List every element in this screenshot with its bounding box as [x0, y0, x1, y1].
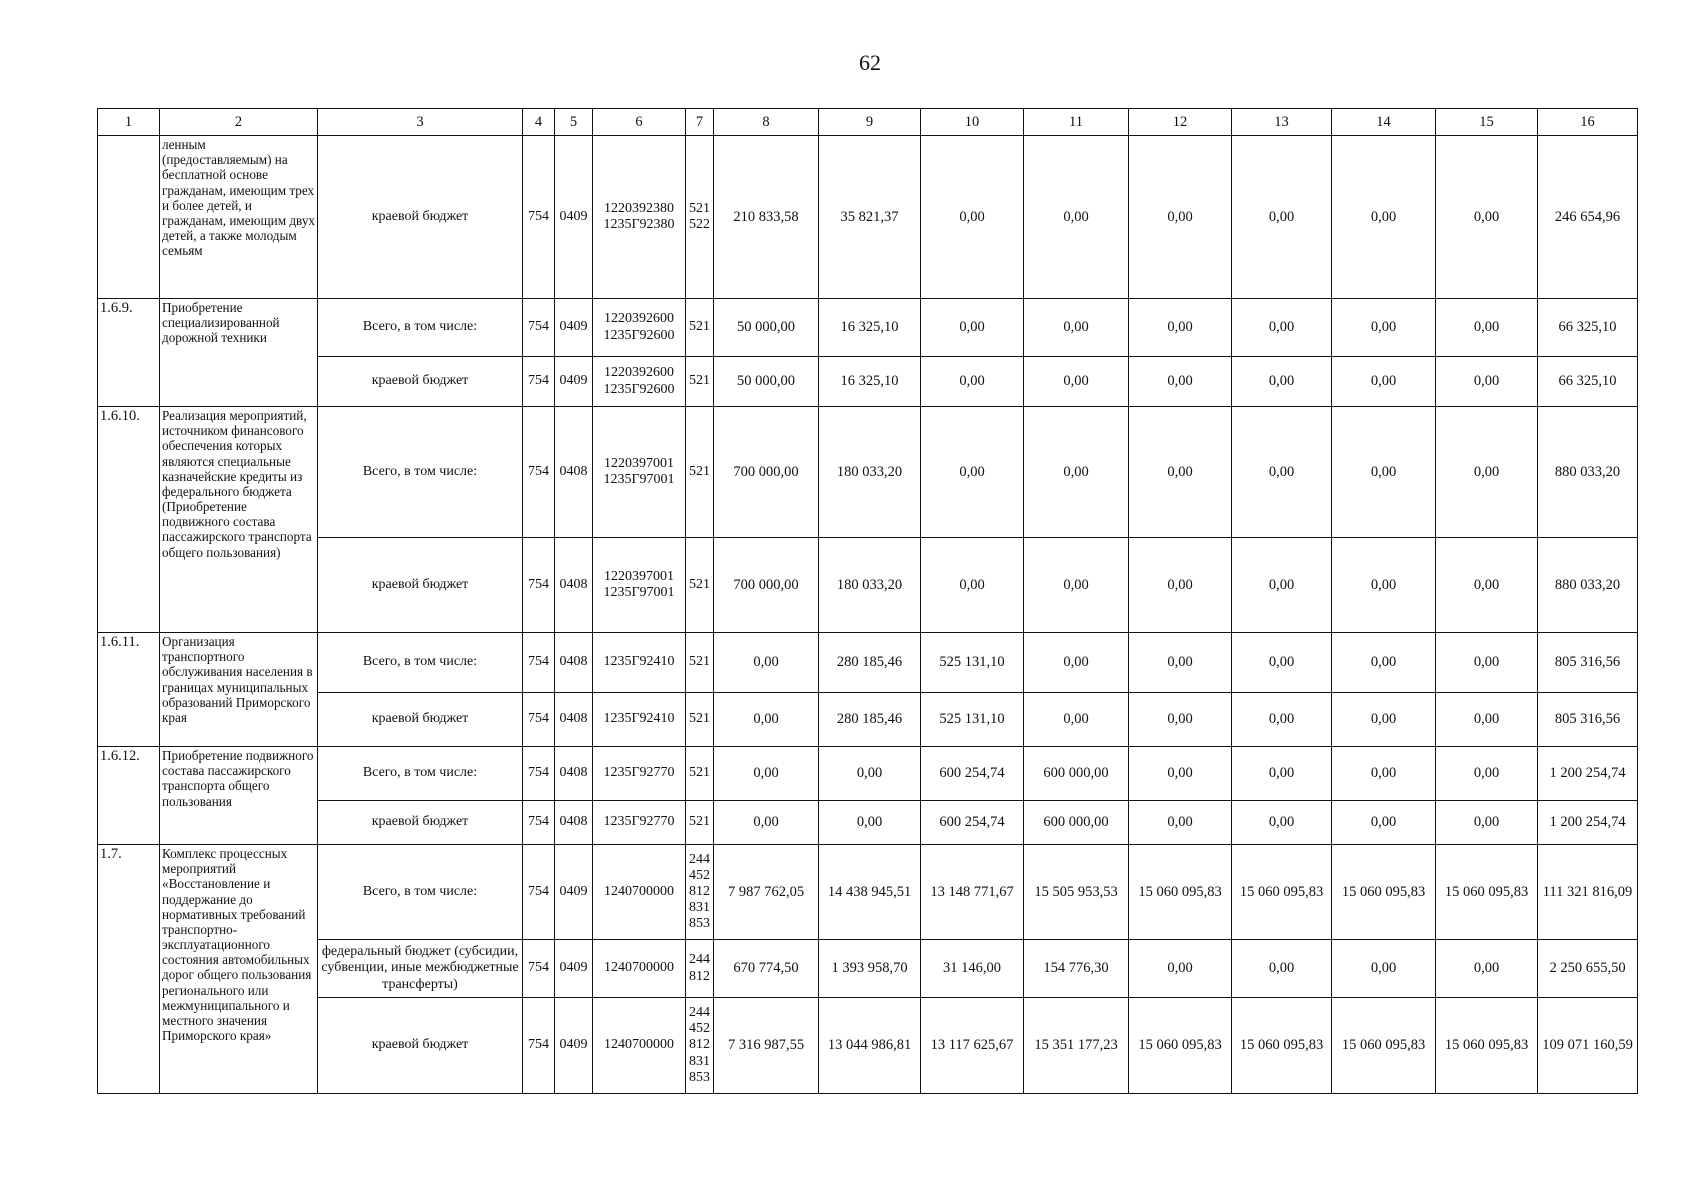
header-cell: 3	[318, 109, 523, 136]
gov-code: 754	[523, 633, 555, 693]
amount-cell: 66 325,10	[1538, 357, 1638, 407]
row-number: 1.6.11.	[98, 633, 160, 747]
header-cell: 11	[1024, 109, 1129, 136]
table-row	[98, 747, 1638, 801]
amount-cell: 66 325,10	[1538, 299, 1638, 357]
table-row	[98, 693, 1638, 747]
measure-name: Приобретение подвижного состава пассажирского транспорта общего пользования	[160, 747, 318, 845]
amount-cell: 880 033,20	[1538, 407, 1638, 538]
amount-cell: 31 146,00	[921, 940, 1024, 998]
amount-cell: 880 033,20	[1538, 538, 1638, 633]
table-row	[98, 136, 1638, 299]
amount-cell: 280 185,46	[819, 693, 921, 747]
amount-cell: 2 250 655,50	[1538, 940, 1638, 998]
amount-cell: 15 060 095,83	[1332, 998, 1436, 1094]
amount-cell: 15 060 095,83	[1436, 845, 1538, 940]
amount-cell: 600 254,74	[921, 801, 1024, 845]
amount-cell: 154 776,30	[1024, 940, 1129, 998]
amount-cell: 0,00	[1332, 407, 1436, 538]
funding-source: краевой бюджет	[318, 357, 523, 407]
header-cell: 12	[1129, 109, 1232, 136]
amount-cell: 0,00	[1232, 136, 1332, 299]
gov-code: 754	[523, 357, 555, 407]
target-article: 1235Г92770	[593, 801, 686, 845]
amount-cell: 0,00	[1129, 299, 1232, 357]
target-article: 1240700000	[593, 998, 686, 1094]
section-code: 0409	[555, 357, 593, 407]
funding-source: Всего, в том числе:	[318, 299, 523, 357]
amount-cell: 0,00	[1024, 136, 1129, 299]
table-row	[98, 801, 1638, 845]
amount-cell: 0,00	[921, 538, 1024, 633]
header-cell: 1	[98, 109, 160, 136]
expense-type: 521 522	[686, 136, 714, 299]
target-article: 1240700000	[593, 845, 686, 940]
target-article: 1240700000	[593, 940, 686, 998]
amount-cell: 0,00	[1129, 633, 1232, 693]
table-row	[98, 998, 1638, 1094]
row-number: 1.7.	[98, 845, 160, 1094]
target-article: 1220397001 1235Г97001	[593, 538, 686, 633]
amount-cell: 0,00	[921, 357, 1024, 407]
expense-type: 521	[686, 747, 714, 801]
section-code: 0408	[555, 407, 593, 538]
table-row	[98, 299, 1638, 357]
amount-cell: 0,00	[1332, 693, 1436, 747]
row-number: 1.6.9.	[98, 299, 160, 407]
amount-cell: 0,00	[1436, 801, 1538, 845]
amount-cell: 0,00	[1436, 747, 1538, 801]
amount-cell: 0,00	[1024, 407, 1129, 538]
gov-code: 754	[523, 407, 555, 538]
expense-type: 521	[686, 407, 714, 538]
amount-cell: 13 044 986,81	[819, 998, 921, 1094]
gov-code: 754	[523, 693, 555, 747]
expense-type: 521	[686, 633, 714, 693]
amount-cell: 1 200 254,74	[1538, 801, 1638, 845]
amount-cell: 0,00	[1129, 747, 1232, 801]
measure-name: Комплекс процессных мероприятий «Восстановление и поддержание до нормативных требований транспортно-эксплуатационного состояния автомобильных дорог общего пользования регионального или межмуниципального и местного значения Приморского края»	[160, 845, 318, 1094]
amount-cell: 0,00	[1232, 747, 1332, 801]
amount-cell: 1 393 958,70	[819, 940, 921, 998]
amount-cell: 0,00	[1436, 299, 1538, 357]
header-cell: 4	[523, 109, 555, 136]
amount-cell: 0,00	[1332, 940, 1436, 998]
section-code: 0409	[555, 136, 593, 299]
header-cell: 9	[819, 109, 921, 136]
amount-cell: 15 060 095,83	[1232, 998, 1332, 1094]
section-code: 0408	[555, 693, 593, 747]
amount-cell: 15 060 095,83	[1332, 845, 1436, 940]
amount-cell: 0,00	[714, 693, 819, 747]
amount-cell: 0,00	[1436, 407, 1538, 538]
target-article: 1235Г92410	[593, 633, 686, 693]
amount-cell: 15 060 095,83	[1129, 845, 1232, 940]
amount-cell: 670 774,50	[714, 940, 819, 998]
section-code: 0409	[555, 998, 593, 1094]
table-row	[98, 407, 1638, 538]
amount-cell: 0,00	[1332, 633, 1436, 693]
amount-cell: 0,00	[1332, 801, 1436, 845]
amount-cell: 0,00	[1232, 693, 1332, 747]
amount-cell: 0,00	[1436, 693, 1538, 747]
amount-cell: 805 316,56	[1538, 693, 1638, 747]
amount-cell: 0,00	[1129, 538, 1232, 633]
amount-cell: 700 000,00	[714, 538, 819, 633]
section-code: 0409	[555, 845, 593, 940]
funding-source: Всего, в том числе:	[318, 747, 523, 801]
amount-cell: 35 821,37	[819, 136, 921, 299]
amount-cell: 0,00	[1436, 633, 1538, 693]
funding-source: краевой бюджет	[318, 801, 523, 845]
funding-source: краевой бюджет	[318, 538, 523, 633]
row-number: 1.6.10.	[98, 407, 160, 633]
amount-cell: 0,00	[921, 299, 1024, 357]
gov-code: 754	[523, 940, 555, 998]
amount-cell: 50 000,00	[714, 357, 819, 407]
amount-cell: 15 060 095,83	[1436, 998, 1538, 1094]
header-cell: 8	[714, 109, 819, 136]
section-code: 0408	[555, 633, 593, 693]
target-article: 1235Г92410	[593, 693, 686, 747]
table-row	[98, 633, 1638, 693]
amount-cell: 13 148 771,67	[921, 845, 1024, 940]
gov-code: 754	[523, 299, 555, 357]
amount-cell: 16 325,10	[819, 299, 921, 357]
amount-cell: 0,00	[1129, 940, 1232, 998]
amount-cell: 13 117 625,67	[921, 998, 1024, 1094]
amount-cell: 0,00	[1436, 136, 1538, 299]
amount-cell: 0,00	[714, 747, 819, 801]
row-number: 1.6.12.	[98, 747, 160, 845]
amount-cell: 0,00	[819, 801, 921, 845]
amount-cell: 14 438 945,51	[819, 845, 921, 940]
target-article: 1220392380 1235Г92380	[593, 136, 686, 299]
measure-name: ленным (предоставляемым) на бесплатной основе гражданам, имеющим трех и более детей, и гражданам, имеющим двух детей, а также молодым семьям	[160, 136, 318, 299]
amount-cell: 0,00	[1436, 940, 1538, 998]
funding-source: Всего, в том числе:	[318, 845, 523, 940]
section-code: 0409	[555, 299, 593, 357]
row-number	[98, 136, 160, 299]
table-row	[98, 357, 1638, 407]
header-cell: 16	[1538, 109, 1638, 136]
expense-type: 521	[686, 299, 714, 357]
section-code: 0408	[555, 747, 593, 801]
target-article: 1220392600 1235Г92600	[593, 299, 686, 357]
amount-cell: 525 131,10	[921, 633, 1024, 693]
funding-source: краевой бюджет	[318, 998, 523, 1094]
gov-code: 754	[523, 747, 555, 801]
amount-cell: 111 321 816,09	[1538, 845, 1638, 940]
amount-cell: 0,00	[921, 136, 1024, 299]
amount-cell: 0,00	[1332, 747, 1436, 801]
header-cell: 6	[593, 109, 686, 136]
amount-cell: 246 654,96	[1538, 136, 1638, 299]
amount-cell: 7 987 762,05	[714, 845, 819, 940]
amount-cell: 0,00	[1332, 357, 1436, 407]
measure-name: Приобретение специализированной дорожной техники	[160, 299, 318, 407]
amount-cell: 0,00	[1332, 136, 1436, 299]
amount-cell: 1 200 254,74	[1538, 747, 1638, 801]
amount-cell: 600 000,00	[1024, 747, 1129, 801]
funding-source: краевой бюджет	[318, 693, 523, 747]
amount-cell: 0,00	[1024, 357, 1129, 407]
amount-cell: 15 060 095,83	[1232, 845, 1332, 940]
expense-type: 244 452 812 831 853	[686, 845, 714, 940]
amount-cell: 0,00	[1232, 940, 1332, 998]
expense-type: 521	[686, 693, 714, 747]
funding-source: Всего, в том числе:	[318, 407, 523, 538]
funding-source: краевой бюджет	[318, 136, 523, 299]
expense-type: 244 452 812 831 853	[686, 998, 714, 1094]
amount-cell: 600 254,74	[921, 747, 1024, 801]
gov-code: 754	[523, 136, 555, 299]
table-row	[98, 845, 1638, 940]
amount-cell: 0,00	[1024, 538, 1129, 633]
target-article: 1235Г92770	[593, 747, 686, 801]
gov-code: 754	[523, 845, 555, 940]
amount-cell: 0,00	[1232, 357, 1332, 407]
target-article: 1220392600 1235Г92600	[593, 357, 686, 407]
header-cell: 15	[1436, 109, 1538, 136]
measure-name: Организация транспортного обслуживания населения в границах муниципальных образований Приморского края	[160, 633, 318, 747]
amount-cell: 0,00	[921, 407, 1024, 538]
amount-cell: 600 000,00	[1024, 801, 1129, 845]
amount-cell: 0,00	[1232, 633, 1332, 693]
funding-source: Всего, в том числе:	[318, 633, 523, 693]
amount-cell: 0,00	[1436, 357, 1538, 407]
gov-code: 754	[523, 538, 555, 633]
amount-cell: 525 131,10	[921, 693, 1024, 747]
amount-cell: 0,00	[1129, 357, 1232, 407]
amount-cell: 16 325,10	[819, 357, 921, 407]
gov-code: 754	[523, 998, 555, 1094]
header-cell: 10	[921, 109, 1024, 136]
header-row	[98, 109, 1638, 136]
header-cell: 14	[1332, 109, 1436, 136]
expense-type: 521	[686, 801, 714, 845]
header-cell: 13	[1232, 109, 1332, 136]
expense-type: 521	[686, 357, 714, 407]
section-code: 0409	[555, 940, 593, 998]
amount-cell: 15 505 953,53	[1024, 845, 1129, 940]
amount-cell: 0,00	[1129, 801, 1232, 845]
amount-cell: 7 316 987,55	[714, 998, 819, 1094]
measure-name: Реализация мероприятий, источником финансового обеспечения которых являются специальные казначейские кредиты из федерального бюджета (Приобретение подвижного состава пассажирского транспорта общего пользования)	[160, 407, 318, 633]
amount-cell: 0,00	[1024, 633, 1129, 693]
amount-cell: 0,00	[819, 747, 921, 801]
amount-cell: 180 033,20	[819, 538, 921, 633]
gov-code: 754	[523, 801, 555, 845]
amount-cell: 0,00	[1436, 538, 1538, 633]
amount-cell: 0,00	[714, 633, 819, 693]
amount-cell: 50 000,00	[714, 299, 819, 357]
header-cell: 5	[555, 109, 593, 136]
amount-cell: 0,00	[1232, 299, 1332, 357]
amount-cell: 0,00	[1332, 538, 1436, 633]
amount-cell: 0,00	[1129, 136, 1232, 299]
amount-cell: 15 351 177,23	[1024, 998, 1129, 1094]
amount-cell: 0,00	[1232, 801, 1332, 845]
amount-cell: 109 071 160,59	[1538, 998, 1638, 1094]
amount-cell: 0,00	[1232, 538, 1332, 633]
expense-type: 521	[686, 538, 714, 633]
budget-table	[97, 108, 1638, 1094]
amount-cell: 15 060 095,83	[1129, 998, 1232, 1094]
amount-cell: 700 000,00	[714, 407, 819, 538]
amount-cell: 180 033,20	[819, 407, 921, 538]
expense-type: 244 812	[686, 940, 714, 998]
amount-cell: 210 833,58	[714, 136, 819, 299]
amount-cell: 280 185,46	[819, 633, 921, 693]
target-article: 1220397001 1235Г97001	[593, 407, 686, 538]
page-number: 62	[859, 50, 881, 75]
header-cell: 7	[686, 109, 714, 136]
header-cell: 2	[160, 109, 318, 136]
amount-cell: 0,00	[1332, 299, 1436, 357]
table-row	[98, 940, 1638, 998]
amount-cell: 0,00	[1024, 693, 1129, 747]
amount-cell: 0,00	[714, 801, 819, 845]
amount-cell: 0,00	[1129, 407, 1232, 538]
amount-cell: 0,00	[1129, 693, 1232, 747]
table-row	[98, 538, 1638, 633]
section-code: 0408	[555, 538, 593, 633]
amount-cell: 0,00	[1024, 299, 1129, 357]
amount-cell: 0,00	[1232, 407, 1332, 538]
amount-cell: 805 316,56	[1538, 633, 1638, 693]
section-code: 0408	[555, 801, 593, 845]
funding-source: федеральный бюджет (субсидии, субвенции, иные межбюджетные трансферты)	[318, 940, 523, 998]
